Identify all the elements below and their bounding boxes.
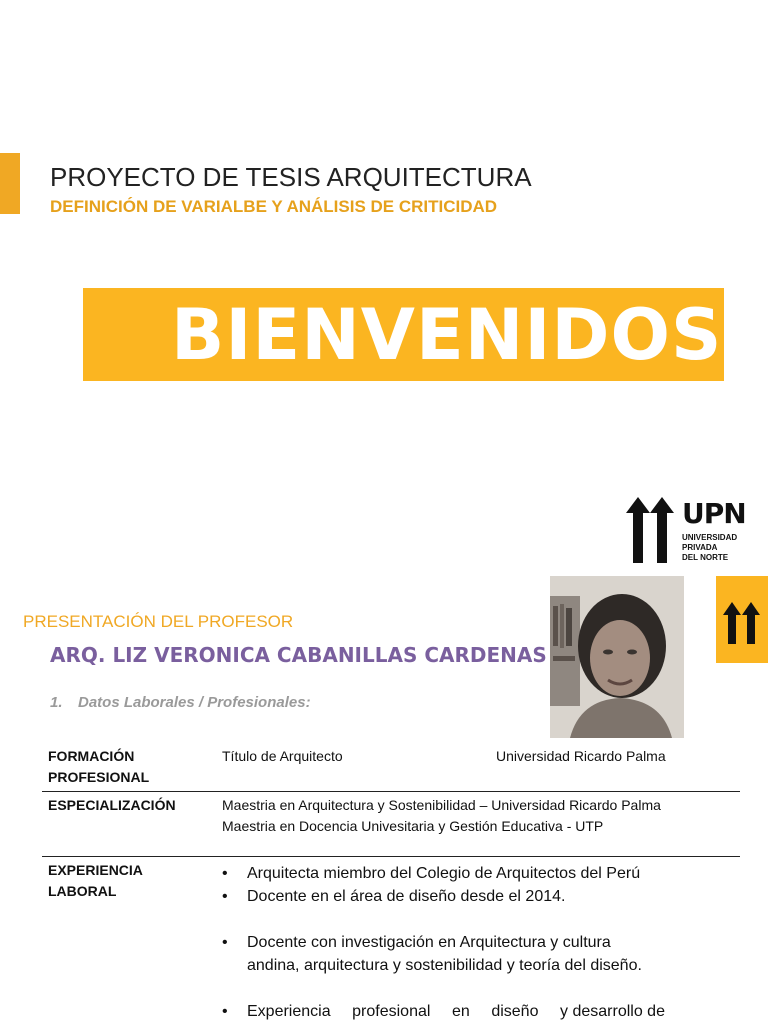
list-item: • Experiencia profesional en diseño y desarrollo de <box>222 1000 722 1023</box>
list-item-word: profesional <box>352 1003 431 1020</box>
welcome-banner <box>83 288 724 381</box>
especializacion-line2: Maestria en Docencia Univesitaria y Gestión Educativa - UTP <box>222 818 604 834</box>
list-item: • Docente con investigación en Arquitectura y cultura andina, arquitectura y sostenibilidad y teoría del diseño. <box>222 931 722 977</box>
experiencia-list <box>222 862 722 1023</box>
formacion-title: Título de Arquitecto <box>222 748 343 764</box>
experiencia-label-line2: LABORAL <box>48 883 117 899</box>
upn-arrows-icon <box>624 497 678 563</box>
upn-arrows-icon <box>716 576 768 663</box>
list-item-word: diseño <box>491 1003 539 1020</box>
page-subtitle: DEFINICIÓN DE VARIALBE Y ANÁLISIS DE CRITICIDAD <box>50 197 498 216</box>
list-item-text: Arquitecta miembro del Colegio de Arquitectos del Perú <box>247 865 641 882</box>
list-item-word: Experiencia <box>247 1003 331 1020</box>
formacion-label <box>48 746 149 788</box>
section-title: Datos Laborales / Profesionales: <box>78 694 311 711</box>
list-item-word: y desarrollo de <box>560 1003 665 1020</box>
upn-logo-name: UPN <box>682 497 746 530</box>
list-item: • Arquitecta miembro del Colegio de Arquitectos del Perú <box>222 862 722 885</box>
list-item-text: Docente con investigación en Arquitectura y cultura <box>247 934 611 951</box>
upn-logo-line3: DEL NORTE <box>682 553 729 562</box>
accent-bar <box>0 153 20 214</box>
table-divider <box>42 856 740 857</box>
upn-logo-line2: PRIVADA <box>682 543 718 552</box>
formacion-university: Universidad Ricardo Palma <box>496 748 666 764</box>
especializacion-label: ESPECIALIZACIÓN <box>48 797 176 813</box>
experiencia-label <box>48 860 143 902</box>
welcome-banner-text: BIENVENIDOS <box>171 294 723 376</box>
experiencia-label-line1: EXPERIENCIA <box>48 862 143 878</box>
list-item-word: en <box>451 1003 470 1020</box>
page-title: PROYECTO DE TESIS ARQUITECTURA <box>50 162 532 192</box>
professor-photo <box>550 576 684 738</box>
formacion-label-line2: PROFESIONAL <box>48 769 150 785</box>
professor-name: ARQ. LIZ VERONICA CABANILLAS CARDENAS <box>50 643 547 667</box>
upn-logo <box>624 497 754 563</box>
corner-logo-box <box>716 576 768 663</box>
list-item: • Docente en el área de diseño desde el 2014. <box>222 885 722 908</box>
table-divider <box>42 791 740 792</box>
section-heading <box>50 694 311 711</box>
list-item-text: Docente en el área de diseño desde el 2014. <box>247 888 566 905</box>
presentation-label: PRESENTACIÓN DEL PROFESOR <box>23 612 294 631</box>
upn-logo-line1: UNIVERSIDAD <box>682 533 738 542</box>
list-item-text: andina, arquitectura y sostenibilidad y teoría del diseño. <box>247 957 642 974</box>
formacion-label-line1: FORMACIÓN <box>48 748 135 764</box>
section-number: 1. <box>50 694 63 711</box>
especializacion-line1: Maestria en Arquitectura y Sostenibilidad – Universidad Ricardo Palma <box>222 797 661 813</box>
